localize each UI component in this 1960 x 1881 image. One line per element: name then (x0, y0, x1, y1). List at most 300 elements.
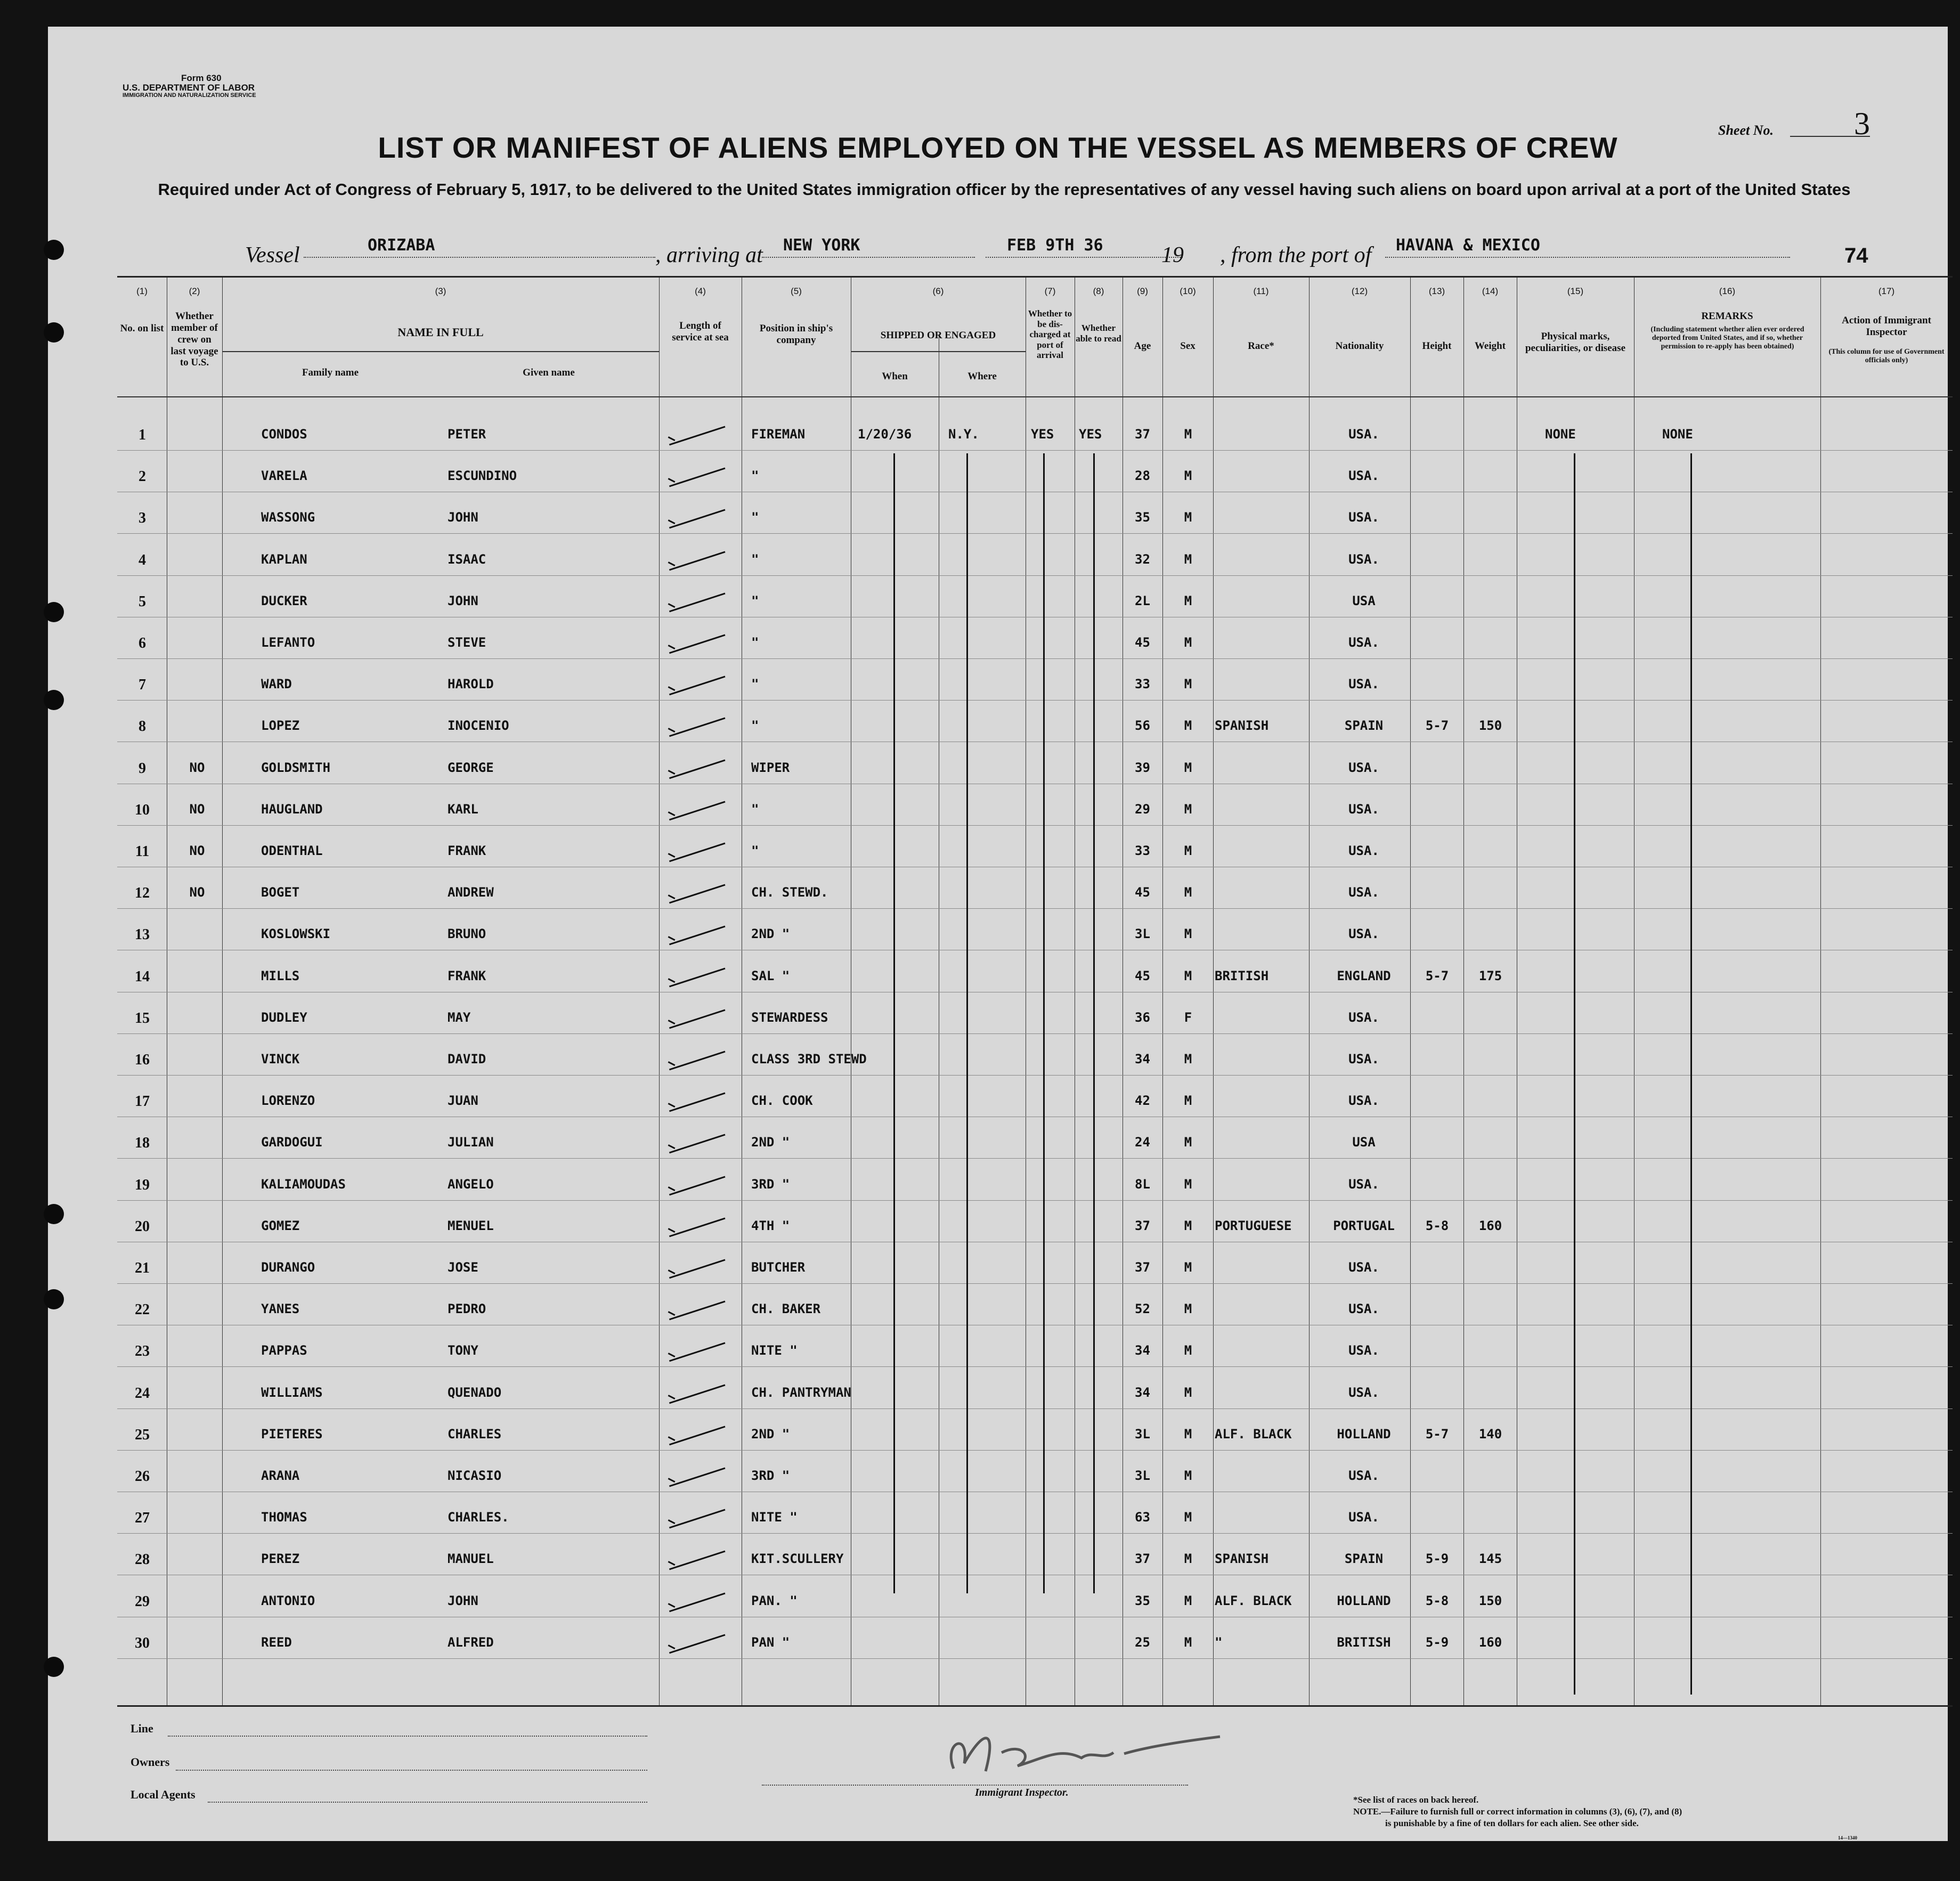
arriving-field (762, 236, 975, 258)
cell-nationality: USA (1352, 593, 1376, 608)
cell-nationality: USA. (1348, 1052, 1379, 1066)
check-mark (665, 539, 726, 571)
cell-age: 28 (1135, 468, 1150, 484)
table-row (117, 1042, 1953, 1079)
cell-sex: M (1184, 1176, 1192, 1192)
cell-age: 3L (1135, 926, 1150, 942)
row-number: 24 (135, 1385, 150, 1402)
col-num: (5) (791, 286, 802, 296)
check-mark (665, 997, 726, 1029)
footer-notes (1353, 1794, 1682, 1829)
cell-age: 35 (1135, 1593, 1150, 1608)
sheet-number-value: 3 (1790, 112, 1870, 137)
cell-position: PAN " (751, 1634, 790, 1650)
row-number: 15 (135, 1009, 150, 1027)
row-number: 21 (135, 1260, 150, 1276)
cell-position: STEWARDESS (751, 1009, 828, 1025)
check-mark (665, 580, 726, 612)
binder-hole (44, 602, 64, 622)
check-mark (665, 1330, 726, 1362)
cell-nationality: USA. (1348, 1385, 1379, 1400)
cell-sex: M (1184, 551, 1192, 567)
cell-given: JOHN (448, 1593, 478, 1608)
cell-given: STEVE (448, 635, 486, 650)
sheet-number-label: Sheet No. (1718, 123, 1774, 138)
cell-sex: M (1184, 885, 1192, 900)
cell-age: 52 (1135, 1301, 1150, 1317)
cell-age: 37 (1135, 1218, 1150, 1233)
cell-given: BRUNO (448, 926, 486, 942)
cell-when: 1/20/36 (858, 427, 912, 442)
header-race: Race* (1248, 340, 1274, 352)
cell-family: ARANA (261, 1468, 300, 1483)
cell-position: " (751, 510, 759, 525)
cell-age: 29 (1135, 801, 1150, 817)
cell-nationality: BRITISH (1337, 1634, 1391, 1650)
cell-age: 42 (1135, 1093, 1150, 1109)
header-physical: Physical marks, peculiarities, or disease (1525, 331, 1626, 354)
cell-family: CONDOS (261, 427, 307, 442)
row-number: 6 (139, 635, 146, 652)
check-mark (665, 455, 726, 487)
cell-race: ALF. BLACK (1215, 1593, 1292, 1608)
cell-family: KOSLOWSKI (261, 926, 331, 942)
table-row (117, 1542, 1953, 1579)
cell-position: CLASS 3RD STEWD (751, 1052, 867, 1066)
cell-given: JUAN (448, 1093, 478, 1109)
cell-given: HAROLD (448, 677, 494, 692)
cell-nationality: USA. (1348, 677, 1379, 692)
cell-family: DUCKER (261, 593, 307, 608)
cell-height: 5-7 (1425, 718, 1449, 734)
cell-family: DUDLEY (261, 1009, 307, 1025)
cell-position: PAN. " (751, 1593, 798, 1608)
table-row (117, 1250, 1953, 1288)
col-num: (1) (136, 286, 148, 296)
cell-position: 4TH " (751, 1218, 790, 1233)
check-mark (665, 1622, 726, 1654)
cell-position: 2ND " (751, 1426, 790, 1442)
cell-nationality: USA. (1348, 1176, 1379, 1192)
header-when: When (882, 371, 908, 382)
cell-family: WARD (261, 677, 292, 692)
cell-family: LEFANTO (261, 635, 315, 650)
table-row (117, 1292, 1953, 1329)
cell-given: MANUEL (448, 1551, 494, 1567)
row-number: 12 (135, 885, 150, 902)
cell-family: THOMAS (261, 1510, 307, 1525)
cell-nationality: SPAIN (1344, 1551, 1384, 1567)
row-number: 22 (135, 1301, 150, 1318)
row-number: 13 (135, 926, 150, 943)
cell-physical: NONE (1545, 427, 1576, 442)
cell-family: YANES (261, 1301, 300, 1317)
table-row (117, 1209, 1953, 1246)
table-row (117, 459, 1953, 496)
table-row (117, 1167, 1953, 1204)
cell-family: KAPLAN (261, 551, 307, 567)
page-number: 74 (1844, 244, 1868, 267)
check-mark (665, 1538, 726, 1570)
row-number: 10 (135, 801, 150, 818)
cell-sex: M (1184, 1301, 1192, 1317)
check-mark (665, 1039, 726, 1071)
row-number: 16 (135, 1052, 150, 1068)
row-number: 18 (135, 1135, 150, 1152)
cell-weight: 160 (1478, 1218, 1502, 1233)
cell-family: ODENTHAL (261, 843, 323, 858)
cell-nationality: USA. (1348, 1260, 1379, 1275)
cell-age: 32 (1135, 551, 1150, 567)
row-number: 3 (139, 510, 146, 527)
cell-age: 39 (1135, 760, 1150, 775)
cell-family: WASSONG (261, 510, 315, 525)
row-number: 17 (135, 1093, 150, 1110)
form-code: 14—1340 (1838, 1835, 1857, 1841)
cell-nationality: USA. (1348, 635, 1379, 650)
cell-position: WIPER (751, 760, 790, 775)
cell-given: ANDREW (448, 885, 494, 900)
cell-height: 5-8 (1425, 1218, 1449, 1233)
service-name: IMMIGRATION AND NATURALIZATION SERVICE (123, 92, 256, 99)
header-discharged: Whether to be dis- charged at port of arrival (1028, 308, 1072, 361)
cell-position: CH. COOK (751, 1093, 813, 1109)
cell-height: 5-7 (1425, 1426, 1449, 1442)
cell-given: JOHN (448, 510, 478, 525)
header-action: Action of Immigrant Inspector (1842, 315, 1931, 338)
check-mark (665, 1080, 726, 1112)
arriving-port: NEW YORK (783, 236, 860, 255)
table-row (117, 959, 1953, 996)
cell-sex: M (1184, 801, 1192, 817)
cell-family: GOMEZ (261, 1218, 300, 1233)
table-row (117, 834, 1953, 871)
row-number: 20 (135, 1218, 150, 1235)
cell-given: GEORGE (448, 760, 494, 775)
header-position: Position in ship's company (759, 323, 833, 346)
binder-hole (44, 322, 64, 343)
footer-line-label: Line (131, 1722, 153, 1735)
cell-position: BUTCHER (751, 1260, 806, 1275)
row-number: 1 (139, 427, 146, 443)
check-mark (665, 1413, 726, 1445)
cell-position: SAL " (751, 968, 790, 983)
header-age: Age (1134, 340, 1151, 352)
col-num: (14) (1482, 286, 1499, 296)
cell-age: 34 (1135, 1385, 1150, 1400)
row-number: 14 (135, 968, 150, 985)
cell-position: " (751, 677, 759, 692)
cell-sex: M (1184, 510, 1192, 525)
cell-nationality: USA. (1348, 843, 1379, 858)
cell-where: N.Y. (948, 427, 979, 442)
cell-nationality: ENGLAND (1337, 968, 1391, 983)
col-num: (12) (1351, 286, 1368, 296)
row-number: 28 (135, 1551, 150, 1568)
cell-nationality: HOLLAND (1337, 1593, 1391, 1608)
check-mark (665, 1205, 726, 1237)
col-num: (3) (435, 286, 446, 296)
check-mark (665, 872, 726, 904)
cell-age: 34 (1135, 1052, 1150, 1066)
cell-nationality: USA. (1348, 801, 1379, 817)
cell-given: CHARLES (448, 1426, 502, 1442)
cell-nationality: USA. (1348, 760, 1379, 775)
table-row (117, 1584, 1953, 1621)
cell-given: TONY (448, 1343, 478, 1358)
cell-sex: M (1184, 1093, 1192, 1109)
cell-age: 35 (1135, 510, 1150, 525)
header-no-on-list: No. on list (120, 323, 164, 334)
cell-given: PEDRO (448, 1301, 486, 1317)
check-mark (665, 1289, 726, 1321)
cell-sex: M (1184, 1385, 1192, 1400)
cell-age: 34 (1135, 1343, 1150, 1358)
table-row (117, 1084, 1953, 1121)
cell-sex: M (1184, 843, 1192, 858)
cell-given: MENUEL (448, 1218, 494, 1233)
cell-sex: M (1184, 1343, 1192, 1358)
cell-family: WILLIAMS (261, 1385, 323, 1400)
cell-given: FRANK (448, 843, 486, 858)
header-family-name: Family name (302, 367, 359, 378)
note-failure: NOTE.—Failure to furnish full or correct information in columns (3), (6), (7), and (8) (1353, 1806, 1682, 1817)
department-name: U.S. DEPARTMENT OF LABOR (123, 82, 255, 93)
cell-height: 5-9 (1425, 1634, 1449, 1650)
row-number: 4 (139, 551, 146, 568)
cell-given: MAY (448, 1009, 471, 1025)
cell-nationality: USA. (1348, 1301, 1379, 1317)
binder-hole (44, 1289, 64, 1309)
binder-hole (44, 240, 64, 260)
cell-height: 5-9 (1425, 1551, 1449, 1567)
cell-age: 25 (1135, 1634, 1150, 1650)
col-num: (13) (1428, 286, 1445, 296)
header-length-service: Length of service at sea (672, 320, 729, 343)
manifest-sheet (48, 27, 1948, 1841)
cell-sex: M (1184, 1218, 1192, 1233)
from-port-field (1385, 236, 1790, 258)
row-number: 23 (135, 1343, 150, 1360)
vessel-name: ORIZABA (368, 236, 435, 255)
check-mark (665, 1580, 726, 1612)
table-row (117, 1500, 1953, 1537)
cell-given: JULIAN (448, 1135, 494, 1150)
check-mark (665, 1372, 726, 1404)
row-number: 26 (135, 1468, 150, 1485)
col-num: (10) (1180, 286, 1196, 296)
cell-age: 33 (1135, 843, 1150, 858)
cell-family: GARDOGUI (261, 1135, 323, 1150)
header-remarks: REMARKS (1701, 311, 1753, 322)
cell-age: 45 (1135, 885, 1150, 900)
col-num: (15) (1567, 286, 1584, 296)
check-mark (665, 914, 726, 946)
cell-sex: M (1184, 968, 1192, 983)
form-info (123, 74, 256, 99)
cell-sex: M (1184, 1468, 1192, 1483)
cell-age: 3L (1135, 1426, 1150, 1442)
check-mark (665, 955, 726, 987)
col-num: (16) (1719, 286, 1736, 296)
cell-family: PEREZ (261, 1551, 300, 1567)
inspector-signature (922, 1721, 1241, 1785)
header-shipped: SHIPPED OR ENGAGED (880, 330, 996, 341)
row-number: 30 (135, 1634, 150, 1651)
col-num: (7) (1044, 286, 1056, 296)
note-races: *See list of races on back hereof. (1353, 1795, 1479, 1805)
cell-given: JOHN (448, 593, 478, 608)
check-mark (665, 788, 726, 820)
year-label: 19 (1161, 243, 1184, 267)
cell-race: ALF. BLACK (1215, 1426, 1292, 1442)
row-number: 8 (139, 718, 146, 735)
cell-nationality: USA. (1348, 885, 1379, 900)
cell-sex: M (1184, 1593, 1192, 1608)
table-row (117, 542, 1953, 580)
vessel-label: Vessel (245, 243, 300, 267)
cell-given: KARL (448, 801, 478, 817)
cell-sex: M (1184, 593, 1192, 608)
cell-sex: M (1184, 718, 1192, 734)
cell-position: FIREMAN (751, 427, 806, 442)
table-row (117, 875, 1953, 913)
table-row (117, 1417, 1953, 1454)
check-mark (665, 497, 726, 529)
table-row (117, 1000, 1953, 1038)
table-row (117, 1375, 1953, 1413)
cell-prev: NO (189, 760, 205, 775)
header-remarks-note: (Including statement whether alien ever ordered deported from United States, and if so, whether permission to re-apply has been obtained) (1650, 325, 1804, 351)
table-row (117, 1459, 1953, 1496)
cell-race: PORTUGUESE (1215, 1218, 1292, 1233)
cell-position: CH. BAKER (751, 1301, 821, 1317)
cell-given: DAVID (448, 1052, 486, 1066)
cell-age: 45 (1135, 635, 1150, 650)
row-number: 5 (139, 593, 146, 610)
cell-race: BRITISH (1215, 968, 1269, 983)
cell-nationality: USA. (1348, 1093, 1379, 1109)
check-mark (665, 1163, 726, 1195)
cell-sex: M (1184, 677, 1192, 692)
cell-position: CH. STEWD. (751, 885, 828, 900)
cell-given: ISAAC (448, 551, 486, 567)
cell-race: " (1215, 1634, 1223, 1650)
cell-sex: M (1184, 427, 1192, 442)
check-mark (665, 705, 726, 737)
cell-age: 45 (1135, 968, 1150, 983)
cell-sex: M (1184, 468, 1192, 484)
document-subtitle: Required under Act of Congress of February 5, 1917, to be delivered to the United States immigration officer by the representatives of any vessel having such aliens on board upon arrival at a port of the United States (158, 180, 1851, 199)
header-name-in-full: NAME IN FULL (397, 325, 484, 339)
header-given-name: Given name (523, 367, 575, 378)
cell-age: 37 (1135, 1551, 1150, 1567)
cell-position: " (751, 593, 759, 608)
cell-weight: 150 (1478, 1593, 1502, 1608)
cell-given: ESCUNDINO (448, 468, 517, 484)
footer-agents-label: Local Agents (131, 1788, 196, 1801)
header-last-voyage: Whether member of crew on last voyage to U.S. (170, 311, 218, 369)
cell-nationality: USA. (1348, 510, 1379, 525)
cell-age: 36 (1135, 1009, 1150, 1025)
cell-family: LORENZO (261, 1093, 315, 1109)
check-mark (665, 1247, 726, 1279)
cell-age: 63 (1135, 1510, 1150, 1525)
header-nationality: Nationality (1335, 340, 1384, 352)
cell-age: 56 (1135, 718, 1150, 734)
cell-sex: M (1184, 1052, 1192, 1066)
cell-position: " (751, 551, 759, 567)
row-number: 11 (135, 843, 150, 860)
cell-sex: M (1184, 1551, 1192, 1567)
header-sex: Sex (1180, 340, 1195, 352)
col-num: (2) (189, 286, 200, 296)
cell-position: " (751, 635, 759, 650)
arriving-label: , arriving at (655, 243, 763, 267)
row-number: 2 (139, 468, 146, 485)
table-row (117, 584, 1953, 621)
vessel-name-field (304, 236, 655, 258)
cell-height: 5-7 (1425, 968, 1449, 983)
binder-hole (44, 690, 64, 710)
table-row (117, 667, 1953, 704)
table-row (117, 1333, 1953, 1371)
col-num: (6) (932, 286, 944, 296)
check-mark (665, 622, 726, 654)
cell-age: 37 (1135, 427, 1150, 442)
cell-given: INOCENIO (448, 718, 509, 734)
check-mark (665, 414, 726, 446)
from-port: HAVANA & MEXICO (1396, 236, 1540, 255)
cell-weight: 150 (1478, 718, 1502, 734)
cell-sex: M (1184, 635, 1192, 650)
cell-family: MILLS (261, 968, 300, 983)
header-weight: Weight (1474, 340, 1506, 352)
cell-position: 2ND " (751, 1135, 790, 1150)
row-number: 29 (135, 1593, 150, 1610)
cell-age: 2L (1135, 593, 1150, 608)
cell-position: 3RD " (751, 1176, 790, 1192)
cell-position: " (751, 801, 759, 817)
binder-hole (44, 1204, 64, 1224)
table-row (117, 917, 1953, 954)
table-row (117, 417, 1953, 454)
table-row (117, 1625, 1953, 1663)
col-num: (9) (1137, 286, 1148, 296)
cell-sex: M (1184, 1135, 1192, 1150)
col-num: (4) (695, 286, 706, 296)
row-number: 25 (135, 1426, 150, 1443)
cell-weight: 160 (1478, 1634, 1502, 1650)
cell-nationality: USA. (1348, 1468, 1379, 1483)
cell-nationality: SPAIN (1344, 718, 1384, 734)
cell-nationality: USA. (1348, 1510, 1379, 1525)
cell-given: ALFRED (448, 1634, 494, 1650)
cell-family: VARELA (261, 468, 307, 484)
cell-sex: M (1184, 1426, 1192, 1442)
cell-nationality: USA. (1348, 1343, 1379, 1358)
header-height: Height (1422, 340, 1452, 352)
cell-race: SPANISH (1215, 1551, 1269, 1567)
cell-prev: NO (189, 801, 205, 817)
cell-family: VINCK (261, 1052, 300, 1066)
cell-nationality: USA. (1348, 468, 1379, 484)
cell-position: NITE " (751, 1343, 798, 1358)
col-num: (17) (1878, 286, 1895, 296)
cell-family: PAPPAS (261, 1343, 307, 1358)
cell-weight: 145 (1478, 1551, 1502, 1567)
cell-family: KALIAMOUDAS (261, 1176, 346, 1192)
